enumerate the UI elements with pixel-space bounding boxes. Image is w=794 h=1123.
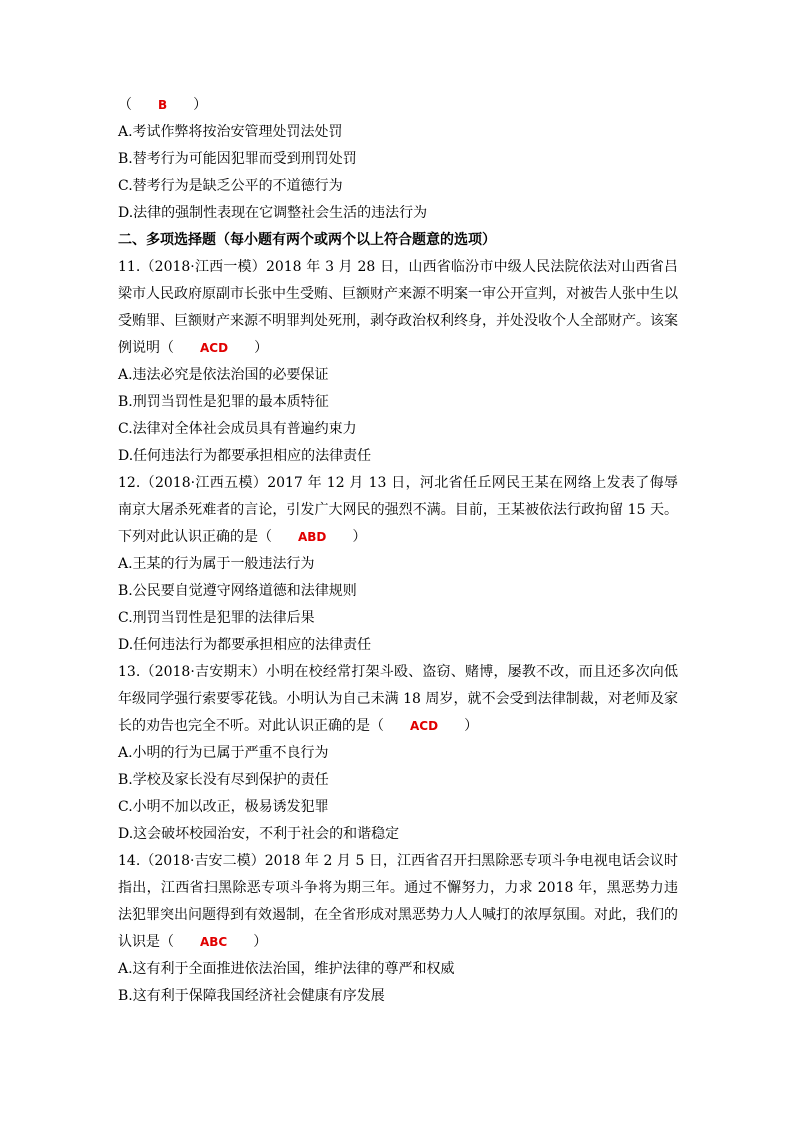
answer-paren-close: ）	[254, 340, 269, 356]
option-a: A.这有利于全面推进依法治国，维护法律的尊严和权威	[118, 961, 455, 977]
question-stem-text: 11.（2018·江西一模）2018 年 3 月 28 日，山西省临汾市中级人民法院依法对山西省吕梁市人民政府原副市长张中生受贿、巨额财产来源不明案一审公开宣判，对被告人张中生以受贿罪、巨额财产来源不明罪判处死刑，剥夺政治权利终身，并处没收个人全部财产。该案例说明（	[118, 259, 678, 356]
answer-key: ABC	[200, 935, 228, 949]
option-c: C.小明不加以改正，极易诱发犯罪	[118, 799, 329, 815]
answer-key: B	[158, 98, 168, 112]
answer-paren-open: （	[118, 97, 132, 113]
question-stem	[118, 848, 678, 956]
option-d: D.这会破坏校园治安，不利于社会的和谐稳定	[118, 826, 400, 842]
option-c: C.法律对全体社会成员具有普遍约束力	[118, 421, 357, 437]
option-c: C.刑罚当罚性是犯罪的法律后果	[118, 610, 315, 626]
question-14	[118, 848, 678, 1010]
option-b: B.刑罚当罚性是犯罪的最本质特征	[118, 394, 329, 410]
question-stem	[118, 254, 678, 362]
option-a: A.小明的行为已属于严重不良行为	[118, 745, 329, 761]
document-page	[118, 92, 678, 1010]
option-c: C.替考行为是缺乏公平的不道德行为	[118, 178, 343, 194]
answer-key: ABD	[298, 530, 327, 544]
option-a: A.违法必究是依法治国的必要保证	[118, 367, 329, 383]
question-stem-text: 13.（2018·吉安期末）小明在校经常打架斗殴、盗窃、赌博，屡教不改，而且还多次向低年级同学强行索要零花钱。小明认为自己未满 18 周岁，就不会受到法律制裁，对老师及家长的劝告也完全不听。对此认识正确的是（	[118, 664, 678, 734]
section-heading: 二、多项选择题（每小题有两个或两个以上符合题意的选项）	[118, 232, 496, 248]
question-12	[118, 470, 678, 659]
option-d: D.任何违法行为都要承担相应的法律责任	[118, 448, 372, 464]
answer-paren-close: ）	[253, 934, 268, 950]
answer-paren-close: ）	[464, 718, 479, 734]
answer-paren-close: ）	[193, 97, 208, 113]
option-b: B.这有利于保障我国经济社会健康有序发展	[118, 988, 385, 1004]
question-stem-text: 12.（2018·江西五模）2017 年 12 月 13 日，河北省任丘网民王某在网络上发表了侮辱南京大屠杀死难者的言论，引发广大网民的强烈不满。目前，王某被依法行政拘留 15 天。下列对此认识正确的是（	[118, 475, 678, 545]
answer-key: ACD	[200, 341, 229, 355]
question-stem-text: 14.（2018·吉安二模）2018 年 2 月 5 日，江西省召开扫黑除恶专项斗争电视电话会议时指出，江西省扫黑除恶专项斗争将为期三年。通过不懈努力，力求 2018 年，黑恶势力违法犯罪突出问题得到有效遏制，在全省形成对黑恶势力人人喊打的浓厚氛围。对此，我们的认识是（	[118, 853, 678, 950]
option-a: A.王某的行为属于一般违法行为	[118, 556, 315, 572]
question-13	[118, 659, 678, 848]
answer-key: ACD	[410, 719, 439, 733]
question-stem	[118, 659, 678, 740]
prev-answer-line	[118, 92, 678, 119]
option-a: A.考试作弊将按治安管理处罚法处罚	[118, 124, 343, 140]
option-b: B.公民要自觉遵守网络道德和法律规则	[118, 583, 357, 599]
option-d: D.任何违法行为都要承担相应的法律责任	[118, 637, 372, 653]
question-11	[118, 254, 678, 470]
option-b: B.替考行为可能因犯罪而受到刑罚处罚	[118, 151, 357, 167]
option-b: B.学校及家长没有尽到保护的责任	[118, 772, 329, 788]
option-d: D.法律的强制性表现在它调整社会生活的违法行为	[118, 205, 428, 221]
answer-paren-close: ）	[352, 529, 367, 545]
question-stem	[118, 470, 678, 551]
